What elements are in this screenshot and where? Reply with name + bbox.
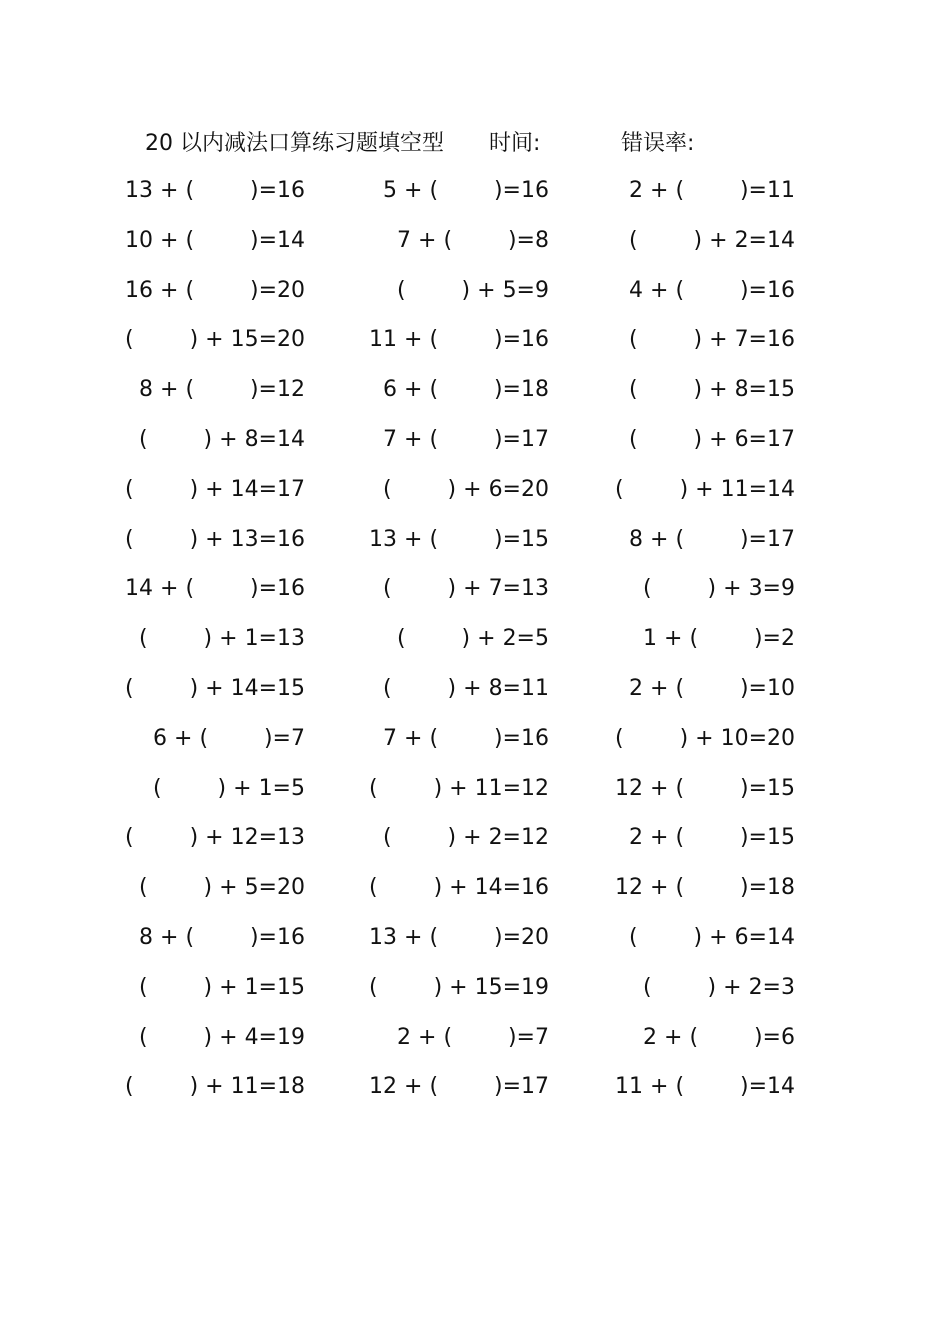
problem-row — [0, 621, 950, 657]
problem-item: 12 + ( )=15 — [615, 775, 795, 801]
problem-item: ( ) + 8=15 — [629, 377, 795, 403]
problem-item: 8 + ( )=17 — [629, 526, 795, 552]
problem-item: 5 + ( )=16 — [383, 178, 549, 203]
problem-row — [0, 870, 950, 906]
problem-item: ( ) + 7=13 — [383, 576, 549, 602]
problem-item: ( ) + 6=17 — [629, 427, 795, 452]
problem-row — [0, 721, 950, 757]
problem-item: ( ) + 7=16 — [629, 327, 795, 353]
problem-item: ( ) + 4=19 — [139, 1024, 305, 1050]
error-rate-label: 错误率: — [621, 131, 695, 156]
problem-row — [0, 820, 950, 856]
problem-row — [0, 671, 950, 707]
problem-item: ( ) + 11=12 — [369, 775, 549, 801]
problem-row — [0, 522, 950, 558]
problem-item: ( ) + 8=14 — [139, 427, 305, 452]
problem-item: ( ) + 8=11 — [383, 676, 549, 701]
problem-item: 2 + ( )=10 — [629, 676, 795, 701]
problem-row — [0, 322, 950, 358]
problem-row — [0, 273, 950, 309]
problem-item: 1 + ( )=2 — [643, 626, 795, 652]
problem-row — [0, 223, 950, 259]
problem-item: 11 + ( )=16 — [369, 327, 549, 353]
problem-item: ( ) + 14=16 — [369, 875, 549, 901]
problem-item: ( ) + 3=9 — [643, 576, 795, 602]
problem-item: ( ) + 2=3 — [643, 974, 795, 1000]
problem-row — [0, 472, 950, 508]
problem-item: 2 + ( )=15 — [629, 825, 795, 851]
problem-item: ( ) + 2=5 — [397, 626, 549, 652]
problem-row — [0, 571, 950, 607]
problem-item: 14 + ( )=16 — [125, 576, 305, 602]
problem-item: ( ) + 6=14 — [629, 925, 795, 950]
problem-row — [0, 920, 950, 956]
problem-item: 16 + ( )=20 — [125, 277, 305, 303]
problem-item: 12 + ( )=17 — [369, 1074, 549, 1100]
problem-item: 7 + ( )=16 — [383, 725, 549, 751]
problem-item: 13 + ( )=20 — [369, 925, 549, 950]
problem-item: ( ) + 11=18 — [125, 1074, 305, 1100]
problem-item: ( ) + 6=20 — [383, 476, 549, 502]
problem-item: ( ) + 15=19 — [369, 974, 549, 1000]
problem-item: 13 + ( )=16 — [125, 178, 305, 203]
problem-item: ( ) + 13=16 — [125, 526, 305, 552]
problem-item: ( ) + 10=20 — [615, 725, 795, 751]
problem-item: ( ) + 1=5 — [153, 775, 305, 801]
problem-item: ( ) + 12=13 — [125, 825, 305, 851]
problem-item: ( ) + 14=17 — [125, 476, 305, 502]
problem-item: 2 + ( )=11 — [629, 178, 795, 203]
problem-row — [0, 422, 950, 458]
problem-row — [0, 173, 950, 209]
problem-row — [0, 1020, 950, 1056]
problem-item: 12 + ( )=18 — [615, 875, 795, 901]
problem-row — [0, 372, 950, 408]
problem-item: 6 + ( )=18 — [383, 377, 549, 403]
problem-item: ( ) + 2=14 — [629, 227, 795, 253]
problem-row — [0, 771, 950, 807]
time-label: 时间: — [489, 131, 541, 156]
problem-item: 13 + ( )=15 — [369, 526, 549, 552]
problem-item: 10 + ( )=14 — [125, 227, 305, 253]
problem-item: 8 + ( )=16 — [139, 925, 305, 950]
problem-item: 6 + ( )=7 — [153, 725, 305, 751]
problem-item: 8 + ( )=12 — [139, 377, 305, 403]
problem-row — [0, 970, 950, 1006]
problem-item: ( ) + 2=12 — [383, 825, 549, 851]
problem-item: 2 + ( )=7 — [397, 1024, 549, 1050]
problem-item: 7 + ( )=17 — [383, 427, 549, 452]
problem-item: 2 + ( )=6 — [643, 1024, 795, 1050]
problem-item: ( ) + 14=15 — [125, 676, 305, 701]
worksheet-title: 20 以内减法口算练习题填空型 — [145, 131, 444, 156]
problem-item: ( ) + 1=15 — [139, 974, 305, 1000]
problem-item: ( ) + 15=20 — [125, 327, 305, 353]
problem-item: 11 + ( )=14 — [615, 1074, 795, 1100]
problem-item: ( ) + 5=9 — [397, 277, 549, 303]
problem-item: ( ) + 5=20 — [139, 875, 305, 901]
problem-item: 7 + ( )=8 — [397, 227, 549, 253]
problem-item: ( ) + 1=13 — [139, 626, 305, 652]
problem-row — [0, 1069, 950, 1105]
problem-item: 4 + ( )=16 — [629, 277, 795, 303]
problem-item: ( ) + 11=14 — [615, 476, 795, 502]
